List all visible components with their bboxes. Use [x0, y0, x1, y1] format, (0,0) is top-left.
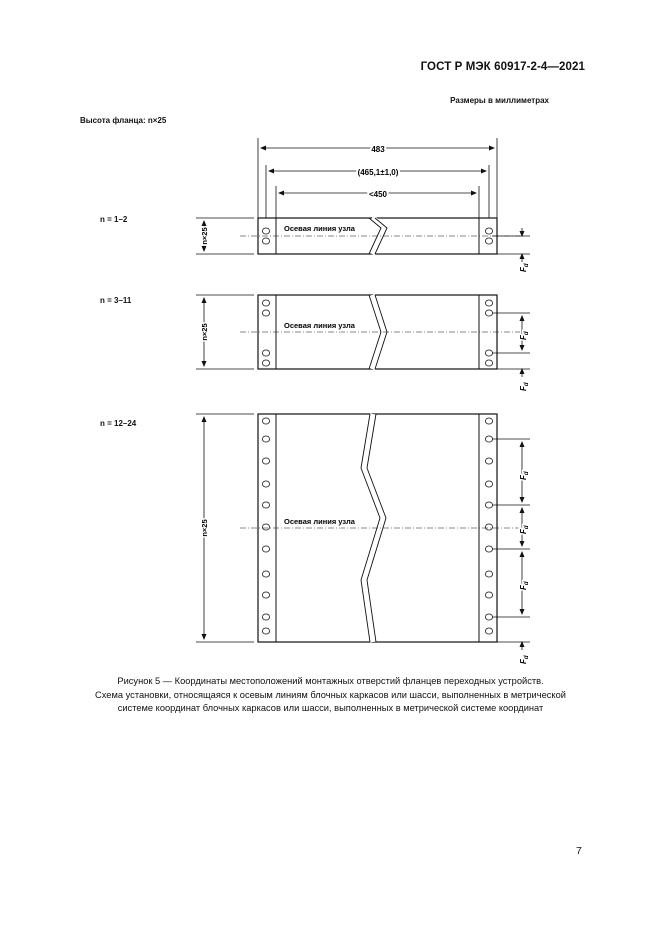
panel-height-n1-2: n×25	[200, 227, 209, 245]
dimension-hole-spacing: (465,1±1,0)	[357, 168, 399, 177]
figure-caption	[0, 675, 661, 716]
variant-label-n12-24: n = 12–24	[100, 419, 137, 428]
caption-line-1: Рисунок 5 — Координаты местоположений монтажных отверстий фланцев переходных устройств.	[117, 676, 544, 686]
page-number: 7	[576, 845, 582, 857]
dimension-overall: 483	[371, 145, 385, 154]
panel-height-n3-11: n×25	[200, 323, 209, 341]
fd-label-n12-24-c: $F_d$	[519, 581, 530, 590]
dimension-inner: <450	[368, 190, 388, 199]
fd-label-n12-24-d: $F_d$	[519, 655, 530, 664]
centerline-label-n3-11: Осевая линия узла	[284, 321, 355, 330]
fd-label-n3-11-a: $F_d$	[519, 331, 530, 340]
variant-label-n1-2: n = 1–2	[100, 215, 128, 224]
flange-height-label: Высота фланца: n×25	[80, 116, 167, 125]
variant-label-n3-11: n = 3–11	[100, 296, 132, 305]
caption-line-3: системе координат блочных каркасов или шасси, выполненных в метрической системе координат	[117, 703, 544, 713]
fd-label-n12-24-a: $F_d$	[519, 471, 530, 480]
centerline-label-n1-2: Осевая линия узла	[284, 224, 355, 233]
fd-label-n12-24-b: $F_d$	[519, 525, 530, 534]
fd-label-n3-11-b: $F_d$	[519, 382, 530, 391]
fd-label-n1-2: $F_d$	[519, 263, 530, 272]
caption-line-2: Схема установки, относящаяся к осевым линиям блочных каркасов или шасси, выполненных в метрической	[95, 689, 566, 700]
units-note: Размеры в миллиметрах	[450, 96, 549, 105]
centerline-label-n12-24: Осевая линия узла	[284, 517, 355, 526]
panel-height-n12-24: n×25	[200, 519, 209, 537]
document-standard-header: ГОСТ Р МЭК 60917-2-4—2021	[420, 61, 585, 73]
